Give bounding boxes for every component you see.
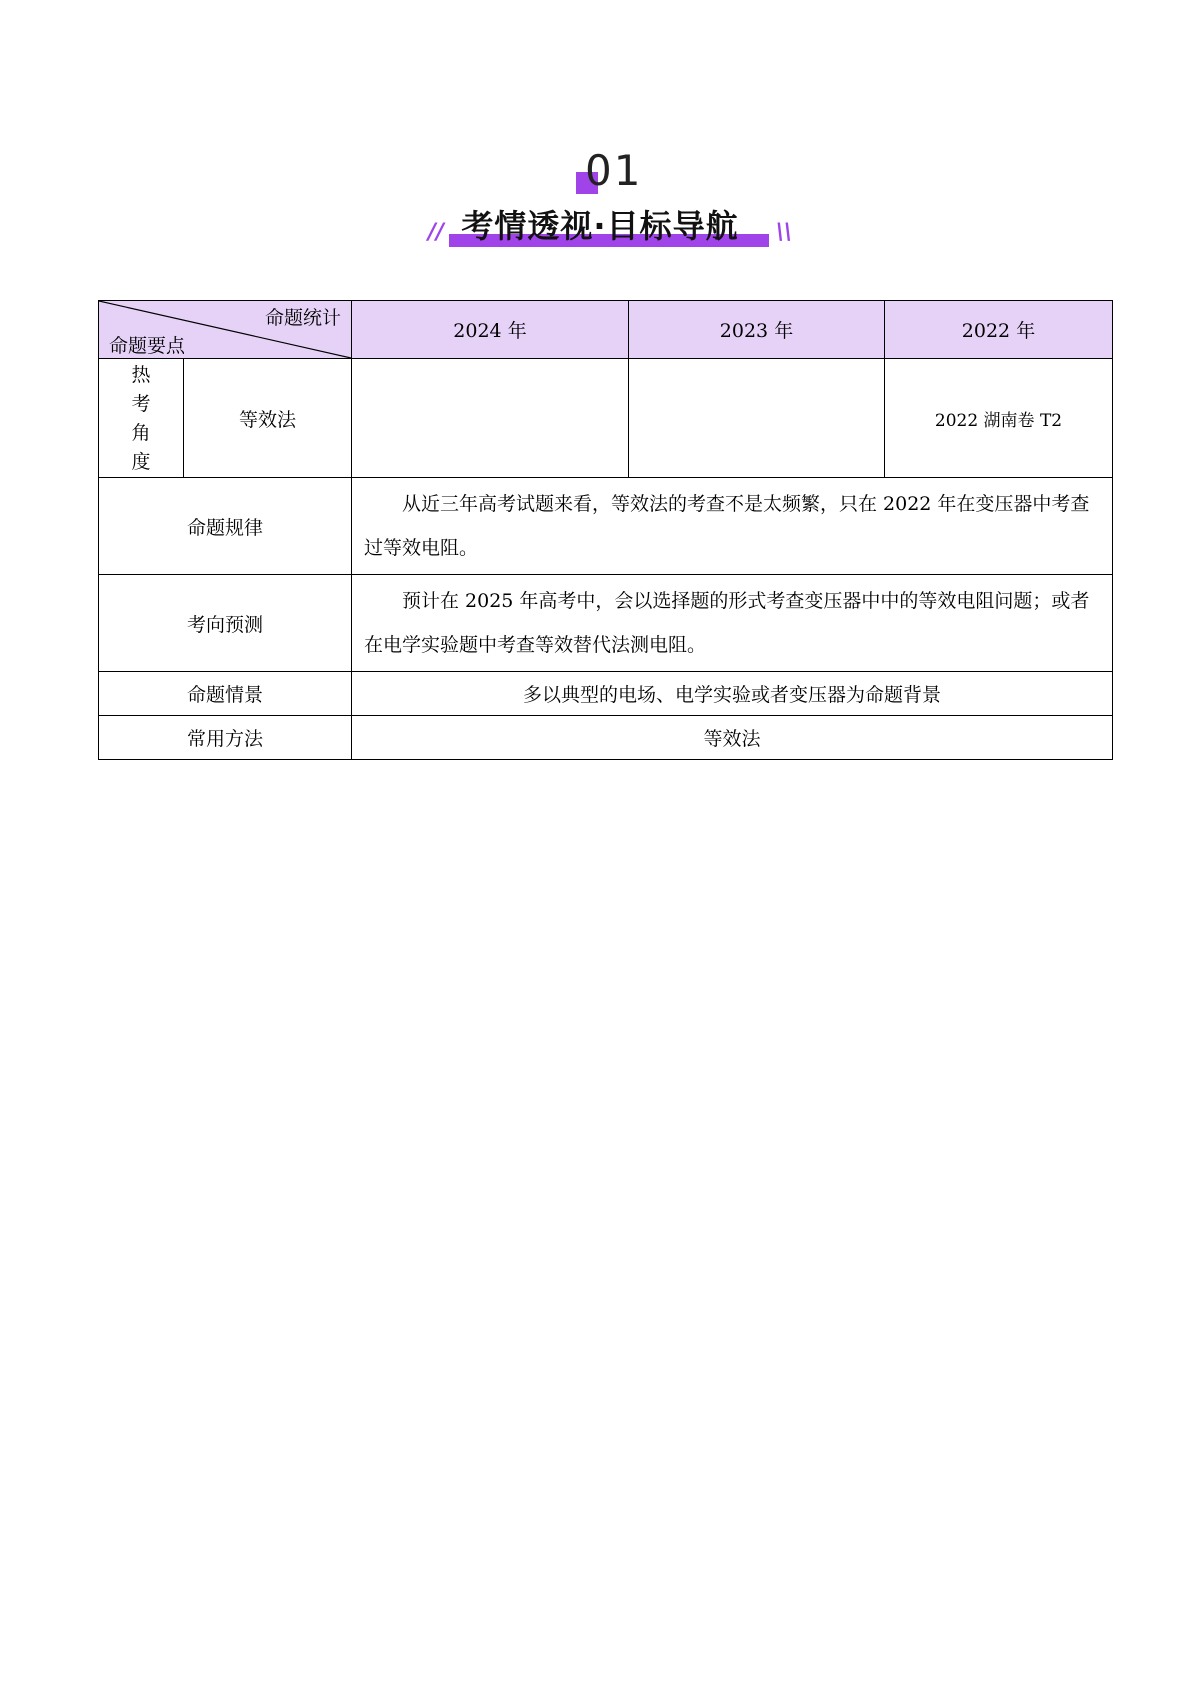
- corner-top-label: 命题统计: [264, 307, 341, 329]
- hot-topic-name: 等效法: [184, 359, 352, 478]
- section-number-block: [0, 146, 1200, 200]
- left-slash-decoration: //: [428, 220, 445, 245]
- year-header-2023: 2023 年: [629, 301, 885, 359]
- row-content: 多以典型的电场、电学实验或者变压器为命题背景: [352, 672, 1113, 716]
- table-header-row: [99, 301, 1113, 359]
- hot-cell-2024: [352, 359, 629, 478]
- section-number: 01: [585, 146, 643, 195]
- exam-analysis-table: [98, 300, 1112, 760]
- year-header-2024: 2024 年: [352, 301, 629, 359]
- hot-cell-2023: [629, 359, 885, 478]
- hot-angle-label: [99, 359, 184, 478]
- hot-topic-row: [99, 359, 1113, 478]
- row-label: 常用方法: [99, 716, 352, 760]
- table-row: [99, 716, 1113, 760]
- row-content: 等效法: [352, 716, 1113, 760]
- corner-bottom-label: 命题要点: [109, 335, 186, 357]
- row-content: 预计在 2025 年高考中，会以选择题的形式考查变压器中中的等效电阻问题；或者在电学实验题中考查等效替代法测电阻。: [352, 575, 1113, 672]
- hot-label-char: 角: [131, 422, 151, 444]
- row-content: 从近三年高考试题来看，等效法的考查不是太频繁，只在 2022 年在变压器中考查过等效电阻。: [352, 478, 1113, 575]
- hot-cell-2022: 2022 湖南卷 T2: [885, 359, 1113, 478]
- table-row: [99, 575, 1113, 672]
- diagonal-header-cell: [99, 301, 352, 359]
- table-row: [99, 478, 1113, 575]
- row-label: 命题规律: [99, 478, 352, 575]
- year-header-2022: 2022 年: [885, 301, 1113, 359]
- hot-label-char: 热: [131, 364, 151, 386]
- table-row: [99, 672, 1113, 716]
- section-title-block: [0, 204, 1200, 254]
- hot-label-char: 度: [131, 451, 151, 473]
- section-title: 考情透视·目标导航: [461, 207, 739, 245]
- hot-label-char: 考: [131, 393, 151, 415]
- row-label: 命题情景: [99, 672, 352, 716]
- right-slash-decoration: \\: [776, 220, 793, 245]
- row-label: 考向预测: [99, 575, 352, 672]
